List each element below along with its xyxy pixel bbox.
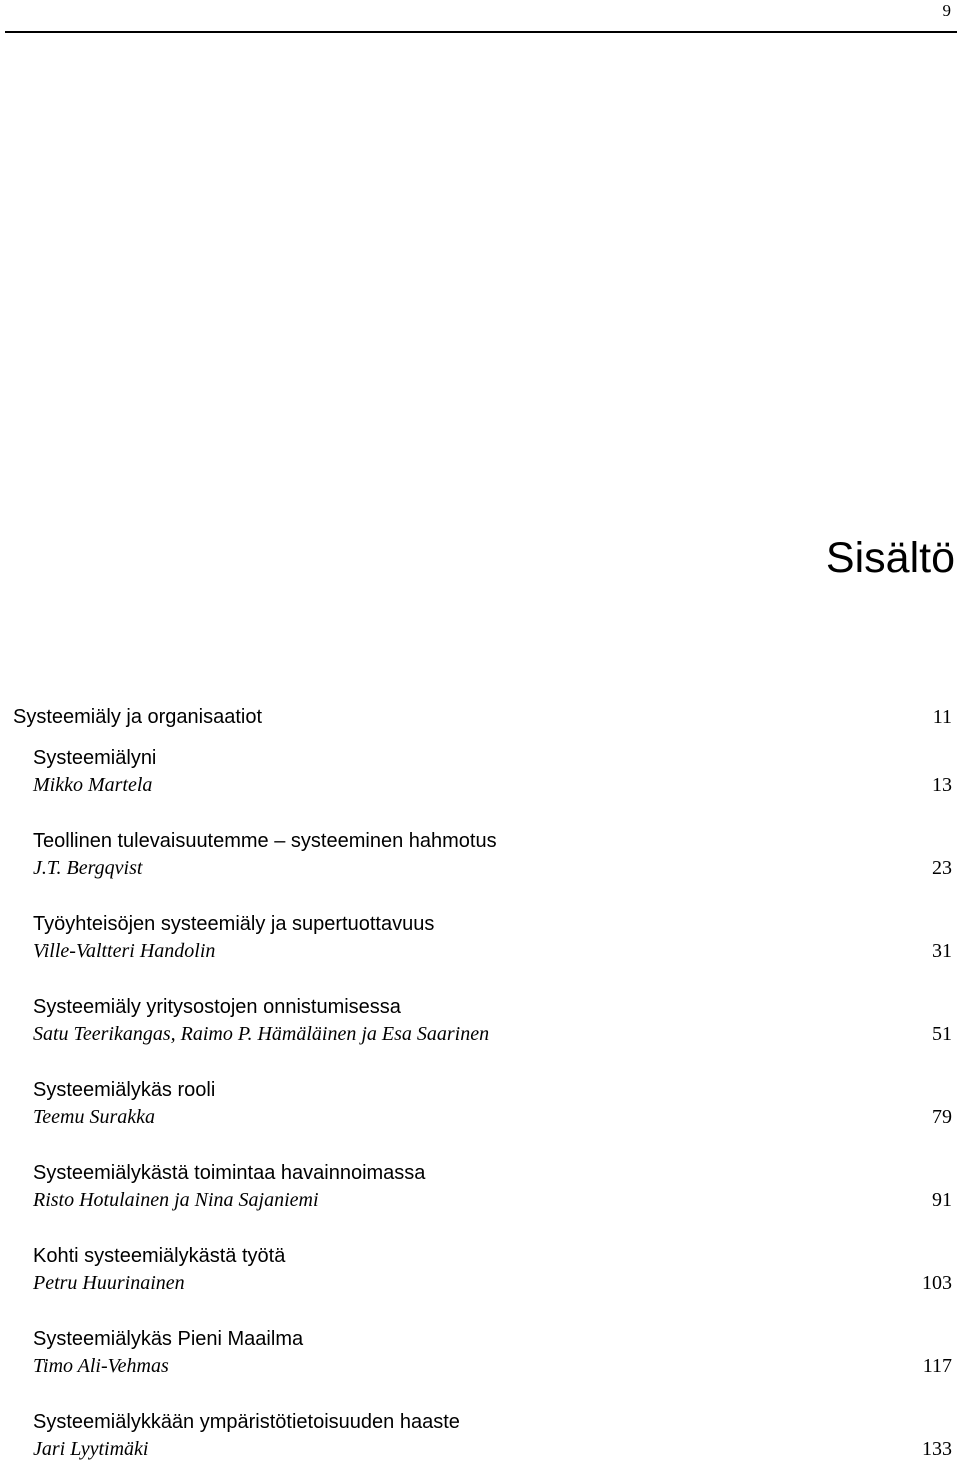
entry-page: 23: [932, 857, 952, 879]
entry-page: 117: [922, 1355, 952, 1377]
entry-page: 31: [932, 940, 952, 962]
toc-entry: [33, 994, 952, 1048]
entry-author: Mikko Martela: [33, 774, 153, 796]
entry-author: Jari Lyytimäki: [33, 1438, 149, 1460]
entry-title: Systeemiälykästä toimintaa havainnoimassa: [33, 1162, 426, 1184]
entry-page: 133: [922, 1438, 952, 1460]
entry-page: 13: [932, 774, 952, 796]
entry-title: Systeemiälyni: [33, 747, 157, 769]
entry-author: Ville-Valtteri Handolin: [33, 940, 216, 962]
toc-entry: [33, 911, 952, 965]
toc-entry: [33, 745, 952, 799]
entry-author: Petru Huurinainen: [33, 1272, 185, 1294]
entry-title: Systeemiälykäs rooli: [33, 1079, 216, 1101]
page-number: 9: [942, 1, 951, 20]
toc-entry: [33, 1409, 952, 1463]
entry-author: Risto Hotulainen ja Nina Sajaniemi: [33, 1189, 319, 1211]
entry-title: Systeemiälykkään ympäristötietoisuuden haaste: [33, 1411, 460, 1433]
entry-author: Teemu Surakka: [33, 1106, 156, 1128]
entry-author: J.T. Bergqvist: [33, 857, 143, 879]
entry-page: 103: [922, 1272, 952, 1294]
entry-page: 51: [932, 1023, 952, 1045]
entry-page: 79: [932, 1106, 952, 1128]
entry-title: Systeemiäly yritysostojen onnistumisessa: [33, 996, 401, 1018]
entry-title: Teollinen tulevaisuutemme – systeeminen hahmotus: [33, 830, 497, 852]
entry-page: 91: [932, 1189, 952, 1211]
toc-entry: [33, 828, 952, 882]
entry-title: Työyhteisöjen systeemiäly ja supertuottavuus: [33, 913, 435, 935]
entry-author: Satu Teerikangas, Raimo P. Hämäläinen ja Esa Saarinen: [33, 1023, 490, 1045]
section-page: 11: [932, 706, 952, 728]
toc-entry: [33, 1326, 952, 1380]
page-title: Sisältö: [825, 534, 955, 582]
toc-entry: [33, 1077, 952, 1131]
toc-entry: [33, 1243, 952, 1297]
entry-title: Kohti systeemiälykästä työtä: [33, 1245, 286, 1267]
entry-title: Systeemiälykäs Pieni Maailma: [33, 1328, 304, 1350]
toc-section-heading: [13, 703, 952, 731]
header-rule: [5, 31, 957, 33]
entry-author: Timo Ali-Vehmas: [33, 1355, 169, 1377]
section-title: Systeemiäly ja organisaatiot: [13, 706, 263, 728]
toc-entry: [33, 1160, 952, 1214]
